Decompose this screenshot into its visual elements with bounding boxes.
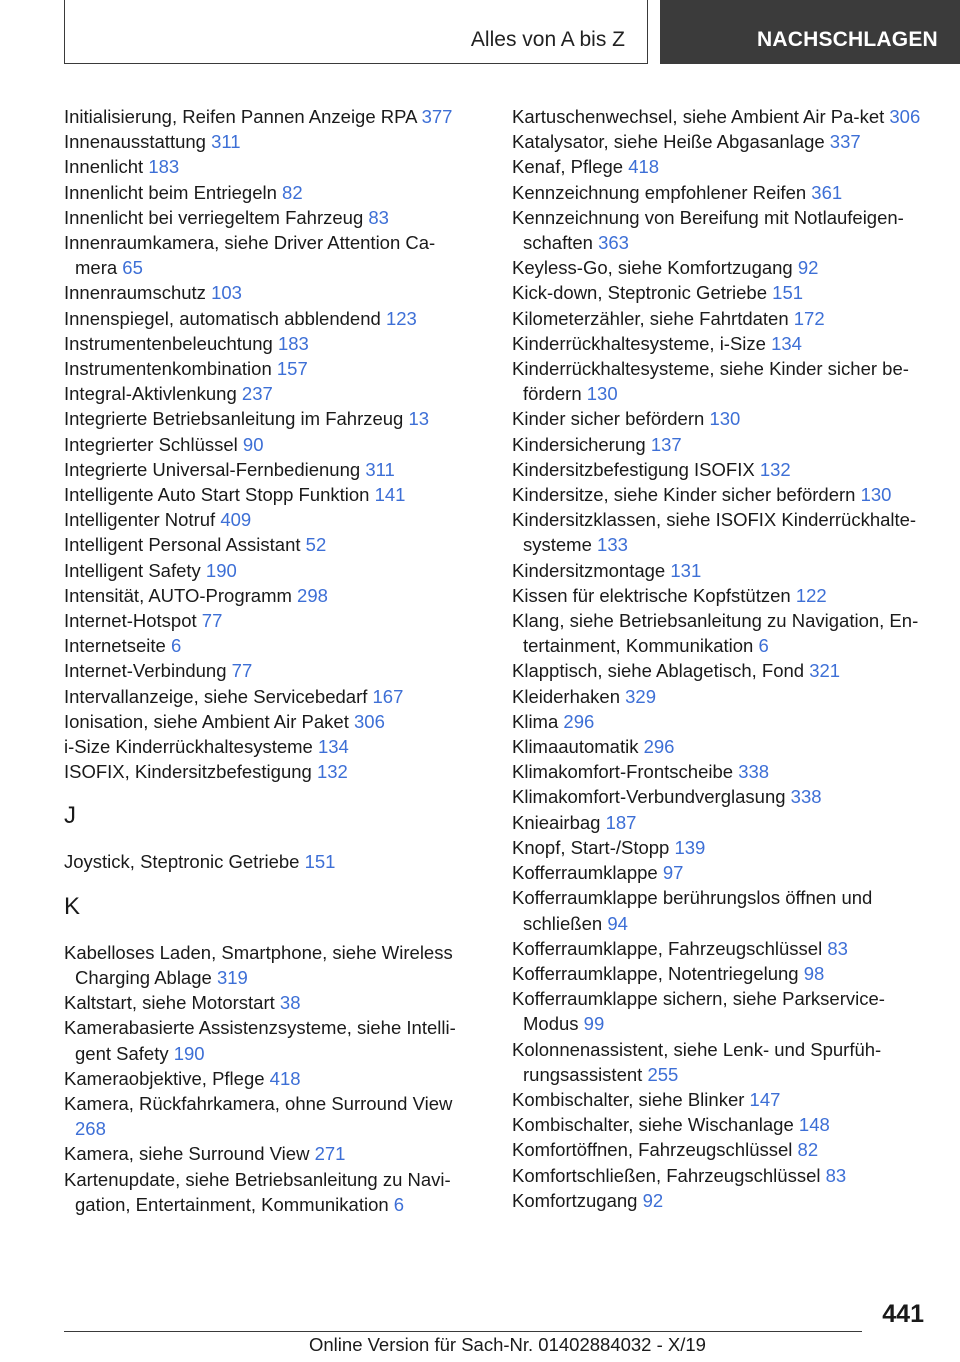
index-entry	[64, 381, 474, 406]
entry-term: Kartenupdate, siehe Betriebsanleitung zu Navi-gation, Entertainment, Kommunikation	[64, 1168, 451, 1215]
entry-term: Innenlicht	[64, 156, 144, 178]
page-reference-link[interactable]: 6	[758, 635, 769, 657]
page-reference-link[interactable]: 130	[860, 484, 892, 506]
entry-term: Kinder sicher befördern	[512, 408, 705, 430]
index-entry	[64, 1015, 474, 1065]
page-reference-link[interactable]: 82	[797, 1139, 819, 1161]
index-entry	[64, 1091, 474, 1141]
letter-heading-k: K	[64, 892, 81, 920]
entry-term: Kennzeichnung von Bereifung mit Notlaufeigen-schaften	[512, 206, 904, 254]
entry-term: Kombischalter, siehe Blinker	[512, 1088, 745, 1110]
index-entry	[64, 849, 474, 874]
page-reference-link[interactable]: 187	[605, 811, 637, 833]
index-entry	[64, 180, 474, 205]
index-entry	[64, 457, 474, 482]
entry-term: Katalysator, siehe Heiße Abgasanlage	[512, 131, 825, 153]
page-number: 441	[882, 1300, 924, 1328]
entry-term: Integrierte Universal-Fernbedienung	[64, 458, 361, 480]
index-entry	[512, 1087, 932, 1112]
page-reference-link[interactable]: 131	[670, 559, 702, 581]
page-reference-link[interactable]: 190	[173, 1042, 205, 1064]
page-reference-link[interactable]: 134	[317, 736, 349, 758]
page-reference-link[interactable]: 130	[586, 383, 618, 405]
list-group-k-right	[512, 104, 932, 1213]
page-reference-link[interactable]: 141	[374, 484, 406, 506]
entry-term: Kilometerzähler, siehe Fahrtdaten	[512, 307, 789, 329]
entry-term: Intelligente Auto Start Stopp Funktion	[64, 484, 370, 506]
entry-term: Klimakomfort-Frontscheibe	[512, 761, 734, 783]
page-reference-link[interactable]: 132	[316, 761, 348, 783]
entry-term: Innenlicht beim Entriegeln	[64, 181, 277, 203]
index-entry	[64, 306, 474, 331]
index-entry	[64, 608, 474, 633]
index-entry	[64, 684, 474, 709]
entry-term: Intelligenter Notruf	[64, 509, 216, 531]
page-reference-link[interactable]: 306	[354, 710, 385, 732]
page-reference-link[interactable]: 311	[365, 458, 395, 480]
index-entry	[64, 129, 474, 154]
page-reference-link[interactable]: 418	[269, 1067, 301, 1089]
page-reference-link[interactable]: 172	[793, 307, 825, 329]
index-entry	[512, 457, 932, 482]
entry-term: Kindersitzmontage	[512, 559, 666, 581]
index-entry	[512, 507, 932, 557]
entry-term: Integrierter Schlüssel	[64, 433, 238, 455]
entry-term: Komfortzugang	[512, 1189, 638, 1211]
page-reference-link[interactable]: 92	[797, 257, 819, 279]
page-reference-link[interactable]: 77	[231, 660, 253, 682]
index-entry	[512, 709, 932, 734]
index-entry	[512, 1112, 932, 1137]
entry-term: Komfortöffnen, Fahrzeugschlüssel	[512, 1139, 793, 1161]
entry-term: Kick-down, Steptronic Getriebe	[512, 282, 768, 304]
page-reference-link[interactable]: 237	[241, 383, 273, 405]
page-reference-link[interactable]: 38	[279, 992, 301, 1014]
index-entry	[512, 104, 932, 129]
index-entry	[512, 961, 932, 986]
page-reference-link[interactable]: 255	[647, 1063, 679, 1085]
entry-term: Kindersitze, siehe Kinder sicher befördern	[512, 484, 856, 506]
page-reference-link[interactable]: 52	[305, 534, 327, 556]
page-reference-link[interactable]: 6	[393, 1193, 405, 1215]
entry-term: ISOFIX, Kindersitzbefestigung	[64, 761, 312, 783]
entry-term: Keyless-Go, siehe Komfortzugang	[512, 257, 793, 279]
entry-term: Innenspiegel, automatisch abblendend	[64, 307, 381, 329]
page-reference-link[interactable]: 337	[829, 131, 861, 153]
index-entry	[512, 885, 932, 935]
page-reference-link[interactable]: 361	[811, 181, 843, 203]
entry-term: Intensität, AUTO-Programm	[64, 584, 292, 606]
page-reference-link[interactable]: 83	[827, 937, 848, 959]
entry-term: Kolonnenassistent, siehe Lenk- und Spurfüh-rungsassistent	[512, 1038, 882, 1085]
index-entry	[64, 583, 474, 608]
entry-term: Innenlicht bei verriegeltem Fahrzeug	[64, 206, 364, 228]
index-entry	[512, 860, 932, 885]
entry-term: Kinderrückhaltesysteme, siehe Kinder sicher be-fördern	[512, 358, 909, 405]
index-entry	[512, 1137, 932, 1162]
index-entry	[64, 205, 474, 230]
index-entry	[512, 306, 932, 331]
entry-term: Kamera, Rückfahrkamera, ohne Surround View	[64, 1092, 453, 1114]
page-reference-link[interactable]: 133	[597, 534, 628, 556]
index-entry	[64, 507, 474, 532]
index-entry	[64, 633, 474, 658]
list-group-i	[64, 104, 474, 784]
entry-term: Kamerabasierte Assistenzsysteme, siehe Intelli-gent Safety	[64, 1017, 456, 1064]
entry-term: Instrumentenkombination	[64, 358, 272, 380]
index-entry	[512, 280, 932, 305]
index-entry	[512, 432, 932, 457]
page-reference-link[interactable]: 338	[790, 786, 822, 808]
page-reference-link[interactable]: 151	[772, 282, 804, 304]
index-entry	[512, 255, 932, 280]
index-entry	[64, 990, 474, 1015]
page-reference-link[interactable]: 296	[643, 736, 675, 758]
index-column-left	[64, 104, 474, 1217]
page-reference-link[interactable]: 130	[709, 408, 741, 430]
entry-term: Kleiderhaken	[512, 685, 620, 707]
index-entry	[512, 331, 932, 356]
entry-term: Knieairbag	[512, 811, 601, 833]
page-reference-link[interactable]: 183	[277, 332, 309, 354]
entry-term: Joystick, Steptronic Getriebe	[64, 851, 300, 873]
index-entry	[512, 986, 932, 1036]
entry-term: Knopf, Start-/Stopp	[512, 836, 670, 858]
entry-term: Integrierte Betriebsanleitung im Fahrzeug	[64, 408, 404, 430]
entry-term: Ionisation, siehe Ambient Air Paket	[64, 710, 349, 732]
entry-term: Kabelloses Laden, Smartphone, siehe Wireless Charging Ablage	[64, 941, 453, 988]
index-entry	[64, 734, 474, 759]
page-reference-link[interactable]: 99	[583, 1013, 605, 1035]
footer-divider	[64, 1331, 862, 1332]
index-entry	[64, 759, 474, 784]
index-entry	[512, 129, 932, 154]
page-reference-link[interactable]: 132	[759, 458, 791, 480]
entry-term: Kaltstart, siehe Motorstart	[64, 992, 275, 1014]
page-reference-link[interactable]: 298	[297, 584, 328, 606]
index-entry	[64, 1167, 474, 1217]
index-entry	[64, 230, 474, 280]
page-reference-link[interactable]: 167	[372, 685, 404, 707]
page-reference-link[interactable]: 83	[825, 1164, 847, 1186]
entry-term: Internet-Verbindung	[64, 660, 227, 682]
index-entry	[64, 1141, 474, 1166]
entry-term: Kartuschenwechsel, siehe Ambient Air Pa-ket	[512, 106, 885, 127]
chapter-tab	[660, 0, 960, 64]
entry-term: Kinderrückhaltesysteme, i-Size	[512, 332, 766, 354]
page-reference-link[interactable]: 122	[795, 584, 827, 606]
entry-term: Klang, siehe Betriebsanleitung zu Navigation, En-tertainment, Kommunikation	[512, 610, 919, 657]
entry-term: Kofferraumklappe, Notentriegelung	[512, 962, 799, 984]
entry-term: Kissen für elektrische Kopfstützen	[512, 584, 791, 606]
page-reference-link[interactable]: 137	[650, 433, 682, 455]
entry-term: Initialisierung, Reifen Pannen Anzeige RPA	[64, 106, 417, 127]
index-entry	[512, 356, 932, 406]
page-reference-link[interactable]: 82	[282, 181, 303, 203]
index-entry	[64, 432, 474, 457]
entry-term: Kameraobjektive, Pflege	[64, 1067, 265, 1089]
index-entry	[512, 608, 932, 658]
page-reference-link[interactable]: 103	[211, 282, 242, 304]
page-reference-link[interactable]: 65	[122, 257, 143, 279]
entry-term: Intelligent Safety	[64, 559, 201, 581]
index-entry	[512, 759, 932, 784]
index-entry	[64, 356, 474, 381]
entry-term: Internetseite	[64, 635, 166, 657]
section-title: Alles von A bis Z	[470, 28, 625, 51]
index-entry	[64, 280, 474, 305]
index-entry	[64, 1066, 474, 1091]
page-reference-link[interactable]: 157	[276, 358, 308, 380]
page-reference-link[interactable]: 306	[889, 106, 921, 127]
page-reference-link[interactable]: 338	[738, 761, 770, 783]
page-reference-link[interactable]: 418	[628, 156, 660, 178]
index-entry	[512, 658, 932, 683]
entry-term: Integral-Aktivlenkung	[64, 383, 237, 405]
entry-term: Kamera, siehe Surround View	[64, 1143, 310, 1165]
entry-term: Kindersitzbefestigung ISOFIX	[512, 458, 755, 480]
entry-term: Kindersicherung	[512, 433, 646, 455]
page-reference-link[interactable]: 296	[563, 710, 595, 732]
index-entry	[64, 940, 474, 990]
page-reference-link[interactable]: 319	[216, 966, 248, 988]
entry-term: Kindersitzklassen, siehe ISOFIX Kinderrückhalte-systeme	[512, 509, 917, 556]
page-reference-link[interactable]: 90	[242, 433, 264, 455]
index-entry	[64, 104, 474, 129]
entry-term: Internet-Hotspot	[64, 610, 197, 632]
index-entry	[64, 331, 474, 356]
page-reference-link[interactable]: 363	[598, 232, 629, 254]
index-column-right	[512, 104, 932, 1213]
page-reference-link[interactable]: 409	[220, 509, 252, 531]
entry-term: Innenraumkamera, siehe Driver Attention Ca-mera	[64, 232, 436, 279]
page-reference-link[interactable]: 148	[798, 1114, 830, 1136]
entry-term: Kofferraumklappe berührungslos öffnen und schließen	[512, 887, 873, 934]
page-reference-link[interactable]: 83	[368, 206, 389, 228]
index-entry	[512, 684, 932, 709]
entry-term: Innenraumschutz	[64, 282, 206, 304]
index-entry	[512, 406, 932, 431]
page-reference-link[interactable]: 134	[771, 332, 802, 354]
entry-term: Kofferraumklappe, Fahrzeugschlüssel	[512, 937, 823, 959]
index-entry	[512, 835, 932, 860]
entry-term: Kennzeichnung empfohlener Reifen	[512, 181, 807, 203]
index-entry	[512, 205, 932, 255]
page-reference-link[interactable]: 77	[201, 610, 223, 632]
header-section-box	[64, 0, 648, 64]
chapter-label: NACHSCHLAGEN	[757, 28, 938, 51]
page-reference-link[interactable]: 92	[642, 1189, 664, 1211]
index-entry	[512, 180, 932, 205]
page-reference-link[interactable]: 147	[749, 1088, 781, 1110]
entry-term: Klimaautomatik	[512, 736, 639, 758]
index-entry	[64, 532, 474, 557]
list-group-j	[64, 849, 474, 874]
page-reference-link[interactable]: 271	[314, 1143, 346, 1165]
index-entry	[512, 936, 932, 961]
page-reference-link[interactable]: 311	[211, 131, 241, 153]
entry-term: Klimakomfort-Verbundverglasung	[512, 786, 786, 808]
entry-term: Klapptisch, siehe Ablagetisch, Fond	[512, 660, 805, 682]
page-reference-link[interactable]: 139	[674, 836, 706, 858]
page-reference-link[interactable]: 268	[75, 1118, 106, 1140]
index-entry	[512, 1188, 932, 1213]
page-reference-link[interactable]: 123	[385, 307, 417, 329]
index-entry	[64, 154, 474, 179]
index-entry	[512, 810, 932, 835]
list-group-k-left	[64, 940, 474, 1217]
entry-term: Kombischalter, siehe Wischanlage	[512, 1114, 794, 1136]
page-reference-link[interactable]: 190	[205, 559, 237, 581]
page-reference-link[interactable]: 97	[662, 862, 684, 884]
index-entry	[512, 1037, 932, 1087]
index-entry	[64, 558, 474, 583]
footer-version-text: Online Version für Sach-Nr. 01402884032 - X/19	[309, 1334, 706, 1355]
entry-term: Intelligent Personal Assistant	[64, 534, 301, 556]
page-reference-link[interactable]: 329	[625, 685, 657, 707]
letter-heading-j: J	[64, 802, 76, 830]
entry-term: Intervallanzeige, siehe Servicebedarf	[64, 685, 368, 707]
index-entry	[64, 482, 474, 507]
index-entry	[512, 784, 932, 809]
entry-term: Klima	[512, 710, 559, 732]
entry-term: Kenaf, Pflege	[512, 156, 624, 178]
index-entry	[64, 406, 474, 431]
index-entry	[512, 558, 932, 583]
index-entry	[64, 709, 474, 734]
page-reference-link[interactable]: 94	[607, 912, 628, 934]
page-reference-link[interactable]: 98	[803, 962, 825, 984]
page-reference-link[interactable]: 321	[809, 660, 841, 682]
index-entry	[512, 482, 932, 507]
page-reference-link[interactable]: 6	[170, 635, 182, 657]
entry-term: Instrumentenbeleuchtung	[64, 332, 273, 354]
page-reference-link[interactable]: 13	[408, 408, 430, 430]
index-entry	[64, 658, 474, 683]
entry-term: Komfortschließen, Fahrzeugschlüssel	[512, 1164, 821, 1186]
page-reference-link[interactable]: 151	[304, 851, 336, 873]
page-reference-link[interactable]: 183	[148, 156, 180, 178]
index-entry	[512, 734, 932, 759]
index-entry	[512, 583, 932, 608]
entry-term: Kofferraumklappe	[512, 862, 658, 884]
index-entry	[512, 154, 932, 179]
entry-term: Kofferraumklappe sichern, siehe Parkservice-Modus	[512, 988, 885, 1035]
entry-term: Innenausstattung	[64, 131, 206, 153]
index-entry	[512, 1163, 932, 1188]
entry-term: i-Size Kinderrückhaltesysteme	[64, 736, 313, 758]
page-reference-link[interactable]: 377	[421, 106, 453, 127]
